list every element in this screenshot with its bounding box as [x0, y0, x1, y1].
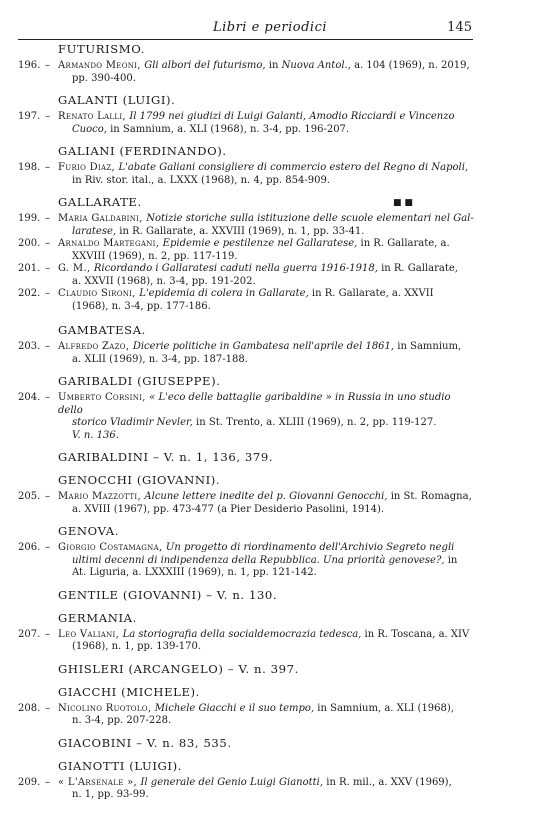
bibliography-entry	[18, 238, 476, 263]
bibliography-entry	[18, 777, 476, 802]
entry-first-line	[58, 111, 454, 122]
entry-dash: –	[45, 60, 50, 71]
entry-first-line	[58, 703, 454, 714]
section	[18, 473, 476, 516]
page-number: 145	[447, 20, 472, 35]
entry-citation-continuation: a. XXVII (1968), n. 3-4, pp. 191-202.	[72, 275, 256, 287]
entry-title: « L'eco delle battaglie garibaldine » in Russia in uno studio dello	[58, 392, 451, 416]
entry-number: 199.	[18, 213, 41, 224]
entry-author: Maria Galdabini,	[58, 213, 147, 224]
entry-title: Gli albori del futurismo,	[144, 60, 266, 71]
entry-author: Leo Valiani,	[58, 628, 123, 640]
entry-dash: –	[45, 288, 50, 299]
bibliography-entry	[18, 162, 476, 187]
entry-title: Michele Giacchi e il suo tempo,	[154, 702, 315, 714]
entry-citation-continuation: in	[447, 554, 458, 566]
bibliography-entry	[18, 60, 476, 85]
entry-text	[58, 491, 476, 516]
entry-author: Alfredo Zazo,	[58, 341, 133, 352]
bibliography-entry	[18, 111, 476, 136]
section	[18, 524, 476, 580]
header-rule	[18, 39, 473, 40]
entry-text	[58, 703, 476, 728]
entry-journal: Nuova Antol.,	[278, 60, 351, 71]
entry-citation: in R. Gallarate, a. XXVII	[308, 288, 434, 299]
entry-continuation	[58, 430, 476, 443]
entry-number: 203.	[18, 341, 41, 352]
entry-number: 201.	[18, 263, 41, 274]
entry-text	[58, 392, 476, 442]
entry-title: Un progetto di riordinamento dell'Archivio Segreto negli	[165, 542, 455, 553]
entry-continuation	[58, 555, 476, 568]
entry-text	[58, 542, 476, 580]
entry-continuation	[58, 276, 476, 289]
entry-first-line	[58, 392, 450, 416]
entry-text	[58, 213, 476, 238]
entry-continuation	[58, 301, 476, 314]
entry-dash: –	[45, 628, 50, 640]
entry-citation: in Samnium, a. XLI (1968),	[314, 702, 454, 714]
entry-dash: –	[45, 111, 50, 122]
entry-citation-continuation: n. 3-4, pp. 207-228.	[72, 715, 172, 726]
entry-dash: –	[45, 263, 50, 274]
entry-author: Arnaldo Martegani,	[58, 238, 163, 249]
entry-title: L'epidemia di colera in Gallarate,	[139, 288, 309, 299]
entry-first-line	[58, 288, 434, 299]
entry-number: 209.	[18, 776, 41, 788]
entry-title-continuation: Cuoco,	[72, 123, 111, 135]
entry-citation-continuation: in Samnium, a. XLI (1968), n. 3-4, pp. 196-207.	[110, 123, 350, 135]
bibliography-entry	[18, 213, 476, 238]
entry-first-line	[58, 491, 472, 502]
section	[18, 759, 476, 802]
entry-author: Mario Mazzotti,	[58, 491, 145, 502]
entry-citation-continuation: At. Liguria, a. LXXXIII (1969), n. 1, pp. 121-142.	[72, 567, 317, 578]
section	[18, 323, 476, 366]
section	[18, 450, 476, 465]
entry-author: Claudio Sironi,	[58, 288, 140, 299]
entry-citation-continuation: in St. Trento, a. XLIII (1969), n. 2, pp. 119-127.	[196, 417, 437, 428]
page-header	[0, 0, 550, 40]
entry-continuation	[58, 73, 476, 86]
entry-author: Umberto Corsini,	[58, 392, 150, 403]
bibliography-entry	[18, 542, 476, 580]
section-heading: GENOVA.	[58, 524, 120, 538]
entry-dash: –	[45, 162, 50, 173]
cross-reference-heading: GIACOBINI – V. n. 83, 535.	[58, 735, 232, 750]
section	[18, 685, 476, 728]
entry-citation: in R. Gallarate, a.	[357, 238, 450, 249]
entry-text	[58, 111, 476, 136]
section-heading: GALLARATE.	[58, 195, 142, 209]
entry-citation-continuation: a. XLII (1969), n. 3-4, pp. 187-188.	[72, 353, 248, 365]
entry-citation-continuation: (1968), n. 3-4, pp. 177-186.	[72, 300, 211, 312]
section-heading: GALIANI (FERDINANDO).	[58, 144, 227, 158]
section	[18, 662, 476, 677]
entry-title-continuation: ultimi decenni di indipendenza della Repubblica. Una priorità genovese?,	[72, 554, 448, 566]
entry-continuation	[58, 417, 476, 430]
entry-number: 198.	[18, 162, 41, 173]
running-title: Libri e periodici	[212, 20, 328, 35]
entry-citation-continuation: V. n. 136.	[72, 429, 119, 441]
section-heading: FUTURISMO.	[58, 42, 145, 56]
entry-author: G. M.,	[58, 263, 94, 274]
entry-text	[58, 60, 476, 85]
entry-dash: –	[45, 213, 50, 224]
entry-citation-continuation: a. XVIII (1967), pp. 473-477 (a Pier Desiderio Pasolini, 1914).	[72, 503, 385, 515]
entry-first-line	[58, 213, 474, 224]
entry-first-line	[58, 341, 461, 352]
entry-text	[58, 629, 476, 654]
bibliography-entry	[18, 703, 476, 728]
entry-citation-continuation: pp. 390-400.	[72, 72, 136, 84]
entry-text	[58, 238, 476, 263]
entry-continuation	[58, 226, 476, 239]
entry-title-continuation: storico Vladimir Nevler,	[72, 417, 197, 428]
entry-number: 202.	[18, 288, 41, 299]
entry-citation: a. 104 (1969), n. 2019,	[350, 60, 470, 71]
entry-title: Epidemie e pestilenze nel Gallaratese,	[162, 238, 358, 249]
entry-number: 206.	[18, 542, 41, 553]
entry-continuation	[58, 354, 476, 367]
entry-dash: –	[45, 776, 50, 788]
entry-number: 200.	[18, 238, 41, 249]
cross-reference-heading: GARIBALDINI – V. n. 1, 136, 379.	[58, 450, 274, 464]
entry-title: Notizie storiche sulla istituzione delle scuole elementari nel Gal-	[146, 213, 474, 224]
cross-reference-heading: GHISLERI (ARCANGELO) – V. n. 397.	[58, 661, 299, 676]
entry-dash: –	[45, 491, 50, 502]
entry-title: Alcune lettere inedite del p. Giovanni Genocchi,	[144, 491, 388, 502]
entry-first-line	[58, 263, 458, 274]
section	[18, 42, 476, 85]
entry-first-line	[58, 238, 450, 249]
section-heading: GENOCCHI (GIOVANNI).	[58, 473, 221, 487]
bibliography-entry	[18, 263, 476, 288]
entry-citation-continuation: in R. Gallarate, a. XXVIII (1969), n. 1, pp. 33-41.	[119, 225, 365, 237]
entry-text	[58, 263, 476, 288]
entry-number: 204.	[18, 392, 41, 403]
entry-continuation	[58, 715, 476, 728]
entry-number: 207.	[18, 628, 41, 640]
entry-continuation	[58, 567, 476, 580]
section-heading: GIANOTTI (LUIGI).	[58, 758, 182, 773]
entry-title: Il generale del Genio Luigi Gianotti,	[140, 776, 324, 788]
entry-author: « L'Arsenale »,	[58, 776, 141, 788]
section	[18, 374, 476, 442]
entry-tail: in	[265, 60, 279, 71]
entry-citation-continuation: in Riv. stor. ital., a. LXXX (1968), n. 4, pp. 854-909.	[72, 174, 331, 186]
entry-first-line	[58, 542, 454, 553]
entry-first-line	[58, 777, 452, 788]
entry-dash: –	[45, 702, 50, 714]
bibliography-entry	[18, 392, 476, 442]
bibliography-entry	[18, 491, 476, 516]
entry-dash: –	[45, 392, 50, 403]
entry-dash: –	[45, 238, 50, 249]
bibliography-entry	[18, 341, 476, 366]
section-heading: GARIBALDI (GIUSEPPE).	[58, 374, 221, 388]
entry-author: Renato Lalli,	[58, 111, 130, 122]
entry-continuation	[58, 641, 476, 654]
section	[18, 611, 476, 654]
entry-number: 208.	[18, 702, 41, 714]
cross-reference-heading: GENTILE (GIOVANNI) – V. n. 130.	[58, 587, 278, 602]
entry-dash: –	[45, 341, 50, 352]
entry-text	[58, 162, 476, 187]
entry-title: Dicerie politiche in Gambatesa nell'aprile del 1861,	[132, 341, 395, 352]
entry-citation-continuation: XXVIII (1969), n. 2, pp. 117-119.	[72, 250, 238, 262]
entry-continuation	[58, 124, 476, 137]
section-heading: GAMBATESA.	[58, 323, 146, 337]
bibliography-entry	[18, 288, 476, 313]
entry-number: 196.	[18, 60, 41, 71]
entry-citation: in R. mil., a. XXV (1969),	[323, 776, 452, 788]
entry-continuation	[58, 251, 476, 264]
entry-title: Il 1799 nei giudizi di Luigi Galanti, Amodio Ricciardi e Vincenzo	[129, 111, 455, 122]
bibliography-entry	[18, 629, 476, 654]
entry-citation-continuation: (1968), n. 1, pp. 139-170.	[72, 641, 202, 652]
section	[18, 144, 476, 187]
entry-citation: in Samnium,	[394, 341, 462, 352]
entry-citation-continuation: n. 1, pp. 93-99.	[72, 789, 149, 800]
section	[18, 93, 476, 136]
entry-dash: –	[45, 542, 50, 553]
entry-author: Furio Diaz,	[58, 162, 119, 173]
entry-title: Ricordando i Gallaratesi caduti nella guerra 1916-1918,	[93, 263, 378, 274]
entry-title-continuation: laratese,	[72, 225, 120, 237]
section	[18, 736, 476, 751]
bibliography-list	[18, 42, 476, 802]
entry-author: Giorgio Costamagna,	[58, 542, 166, 553]
entry-text	[58, 777, 476, 802]
section-heading: GERMANIA.	[58, 610, 137, 625]
entry-number: 197.	[18, 111, 41, 122]
section	[18, 588, 476, 603]
entry-author: Nicolino Ruotolo,	[58, 702, 155, 714]
entry-text	[58, 288, 476, 313]
entry-citation: in R. Gallarate,	[377, 263, 458, 274]
entry-first-line	[58, 629, 469, 640]
entry-first-line	[58, 60, 470, 71]
entry-citation: in St. Romagna,	[387, 491, 472, 502]
entry-citation: in R. Toscana, a. XIV	[361, 628, 470, 640]
entry-author: Armando Meoni,	[58, 60, 145, 71]
section-heading: GIACCHI (MICHELE).	[58, 684, 200, 699]
entry-text	[58, 341, 476, 366]
entry-continuation	[58, 175, 476, 188]
entry-first-line	[58, 162, 468, 173]
section-heading: GALANTI (LUIGI).	[58, 93, 176, 107]
entry-title: La storiografia della socialdemocrazia tedesca,	[122, 628, 362, 640]
entry-continuation	[58, 789, 476, 802]
entry-number: 205.	[18, 491, 41, 502]
margin-mark: ■ ■	[393, 198, 413, 208]
entry-continuation	[58, 504, 476, 517]
entry-title: L'abate Galiani consigliere di commercio estero del Regno di Napoli,	[118, 162, 469, 173]
section	[18, 195, 476, 313]
